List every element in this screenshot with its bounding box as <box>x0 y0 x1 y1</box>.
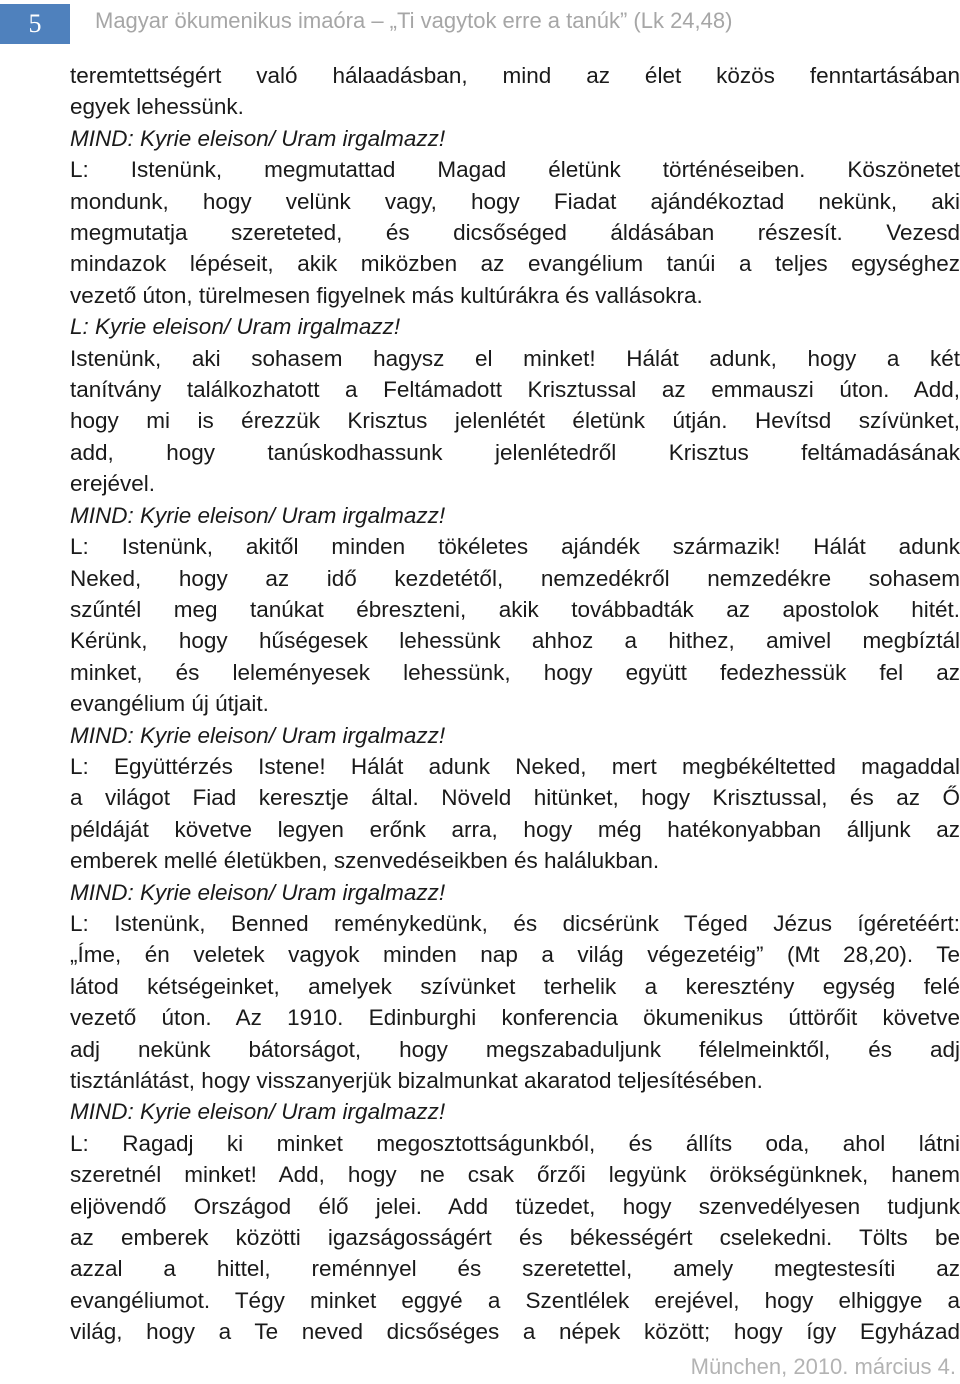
text-line: egyek lehessünk. <box>70 94 244 120</box>
text-line: L: Istenünk, akitől minden tökéletes ajándék származik! Hálát adunk <box>70 534 960 560</box>
response-line: MIND: Kyrie eleison/ Uram irgalmazz! <box>70 1099 446 1125</box>
text-line: azzal a hittel, reménnyel és szeretettel, amely megtestesíti az <box>70 1256 960 1282</box>
text-line: a világot Fiad keresztje által. Növeld hitünket, hogy Krisztussal, és az Ő <box>70 785 960 811</box>
prayer-text <box>70 60 960 1348</box>
text-line: Kérünk, hogy hűségesek lehessünk ahhoz a hithez, amivel megbíztál <box>70 628 960 654</box>
text-line: Istenünk, aki sohasem hagysz el minket! Hálát adunk, hogy a két <box>70 345 960 371</box>
text-line: add, hogy tanúskodhassunk jelenlétedről Krisztus feltámadásának <box>70 439 960 465</box>
text-line: eljövendő Országod élő jelei. Add tüzedet, hogy szenvedélyesen tudjunk <box>70 1193 960 1219</box>
response-line: MIND: Kyrie eleison/ Uram irgalmazz! <box>70 879 446 905</box>
text-line: teremtettségért való hálaadásban, mind az élet közös fenntartásában <box>70 63 960 88</box>
text-line: evangélium új útjait. <box>70 691 269 717</box>
page-number: 5 <box>0 4 70 44</box>
text-line: az emberek közötti igazságosságért és békességért cselekedni. Tölts be <box>70 1225 960 1251</box>
response-line: MIND: Kyrie eleison/ Uram irgalmazz! <box>70 502 446 528</box>
text-line: vezető úton. Az 1910. Edinburghi konferencia ökumenikus úttörőit követve <box>70 1005 960 1031</box>
text-line: Neked, hogy az idő kezdetétől, nemzedékről nemzedékre sohasem <box>70 565 960 591</box>
text-line: mindazok lépéseit, akik miközben az evangélium tanúi a teljes egységhez <box>70 251 960 277</box>
text-line: hogy mi is érezzük Krisztus jelenlétét életünk útján. Hevítsd szívünket, <box>70 408 960 434</box>
text-line: példáját követve legyen erőnk arra, hogy még hatékonyabban álljunk az <box>70 816 960 842</box>
footer-date: München, 2010. március 4. <box>690 1354 956 1379</box>
text-line: minket, és leleményesek lehessünk, hogy együtt fedezhessük fel az <box>70 659 960 685</box>
text-line: megmutatja szereteted, és dicsőséged áldásában részesít. Vezesd <box>70 220 960 246</box>
text-line: evangéliumot. Tégy minket eggyé a Szentlélek erejével, hogy elhiggye a <box>70 1287 960 1313</box>
page-header <box>0 0 960 46</box>
text-line: tanítvány találkozhatott a Feltámadott Krisztussal az emmauszi úton. Add, <box>70 377 960 403</box>
text-line: világ, hogy a Te neved dicsőséges a népek között; hogy így Egyházad <box>70 1319 960 1345</box>
text-line: szűntél meg tanúkat ébreszteni, akik továbbadták az apostolok hitét. <box>70 596 960 622</box>
text-line: szeretnél minket! Add, hogy ne csak őrzői legyünk örökségünknek, hanem <box>70 1162 960 1188</box>
text-line: „Íme, én veletek vagyok minden nap a világ végezetéig” (Mt 28,20). Te <box>70 942 960 968</box>
text-line: látod kétségeinket, amelyek szívünket terhelik a keresztény egység felé <box>70 973 960 999</box>
text-line: erejével. <box>70 471 156 497</box>
text-line: tisztánlátást, hogy visszanyerjük bizalmunkat akaratod teljesítésében. <box>70 1068 763 1093</box>
response-line: MIND: Kyrie eleison/ Uram irgalmazz! <box>70 125 446 151</box>
response-line: MIND: Kyrie eleison/ Uram irgalmazz! <box>70 722 446 748</box>
text-line: adj nekünk bátorságot, hogy megszabaduljunk félelmeinktől, és adj <box>70 1036 960 1062</box>
header-title: Magyar ökumenikus imaóra – „Ti vagytok erre a tanúk” (Lk 24,48) <box>95 8 733 33</box>
text-line: mondunk, hogy velünk vagy, hogy Fiadat ajándékoztad nekünk, aki <box>70 188 960 214</box>
text-line: L: Istenünk, megmutattad Magad életünk történéseiben. Köszönetet <box>70 157 960 183</box>
response-line: L: Kyrie eleison/ Uram irgalmazz! <box>70 314 401 340</box>
text-line: L: Ragadj ki minket megosztottságunkból, és állíts oda, ahol látni <box>70 1130 960 1156</box>
text-line: L: Istenünk, Benned reménykedünk, és dicsérünk Téged Jézus ígéretéért: <box>70 910 960 936</box>
text-line: emberek mellé életükben, szenvedéseikben és halálukban. <box>70 848 660 874</box>
text-line: L: Együttérzés Istene! Hálát adunk Neked, mert megbékéltetted magaddal <box>70 753 960 779</box>
text-line: vezető úton, türelmesen figyelnek más kultúrákra és vallásokra. <box>70 282 703 308</box>
